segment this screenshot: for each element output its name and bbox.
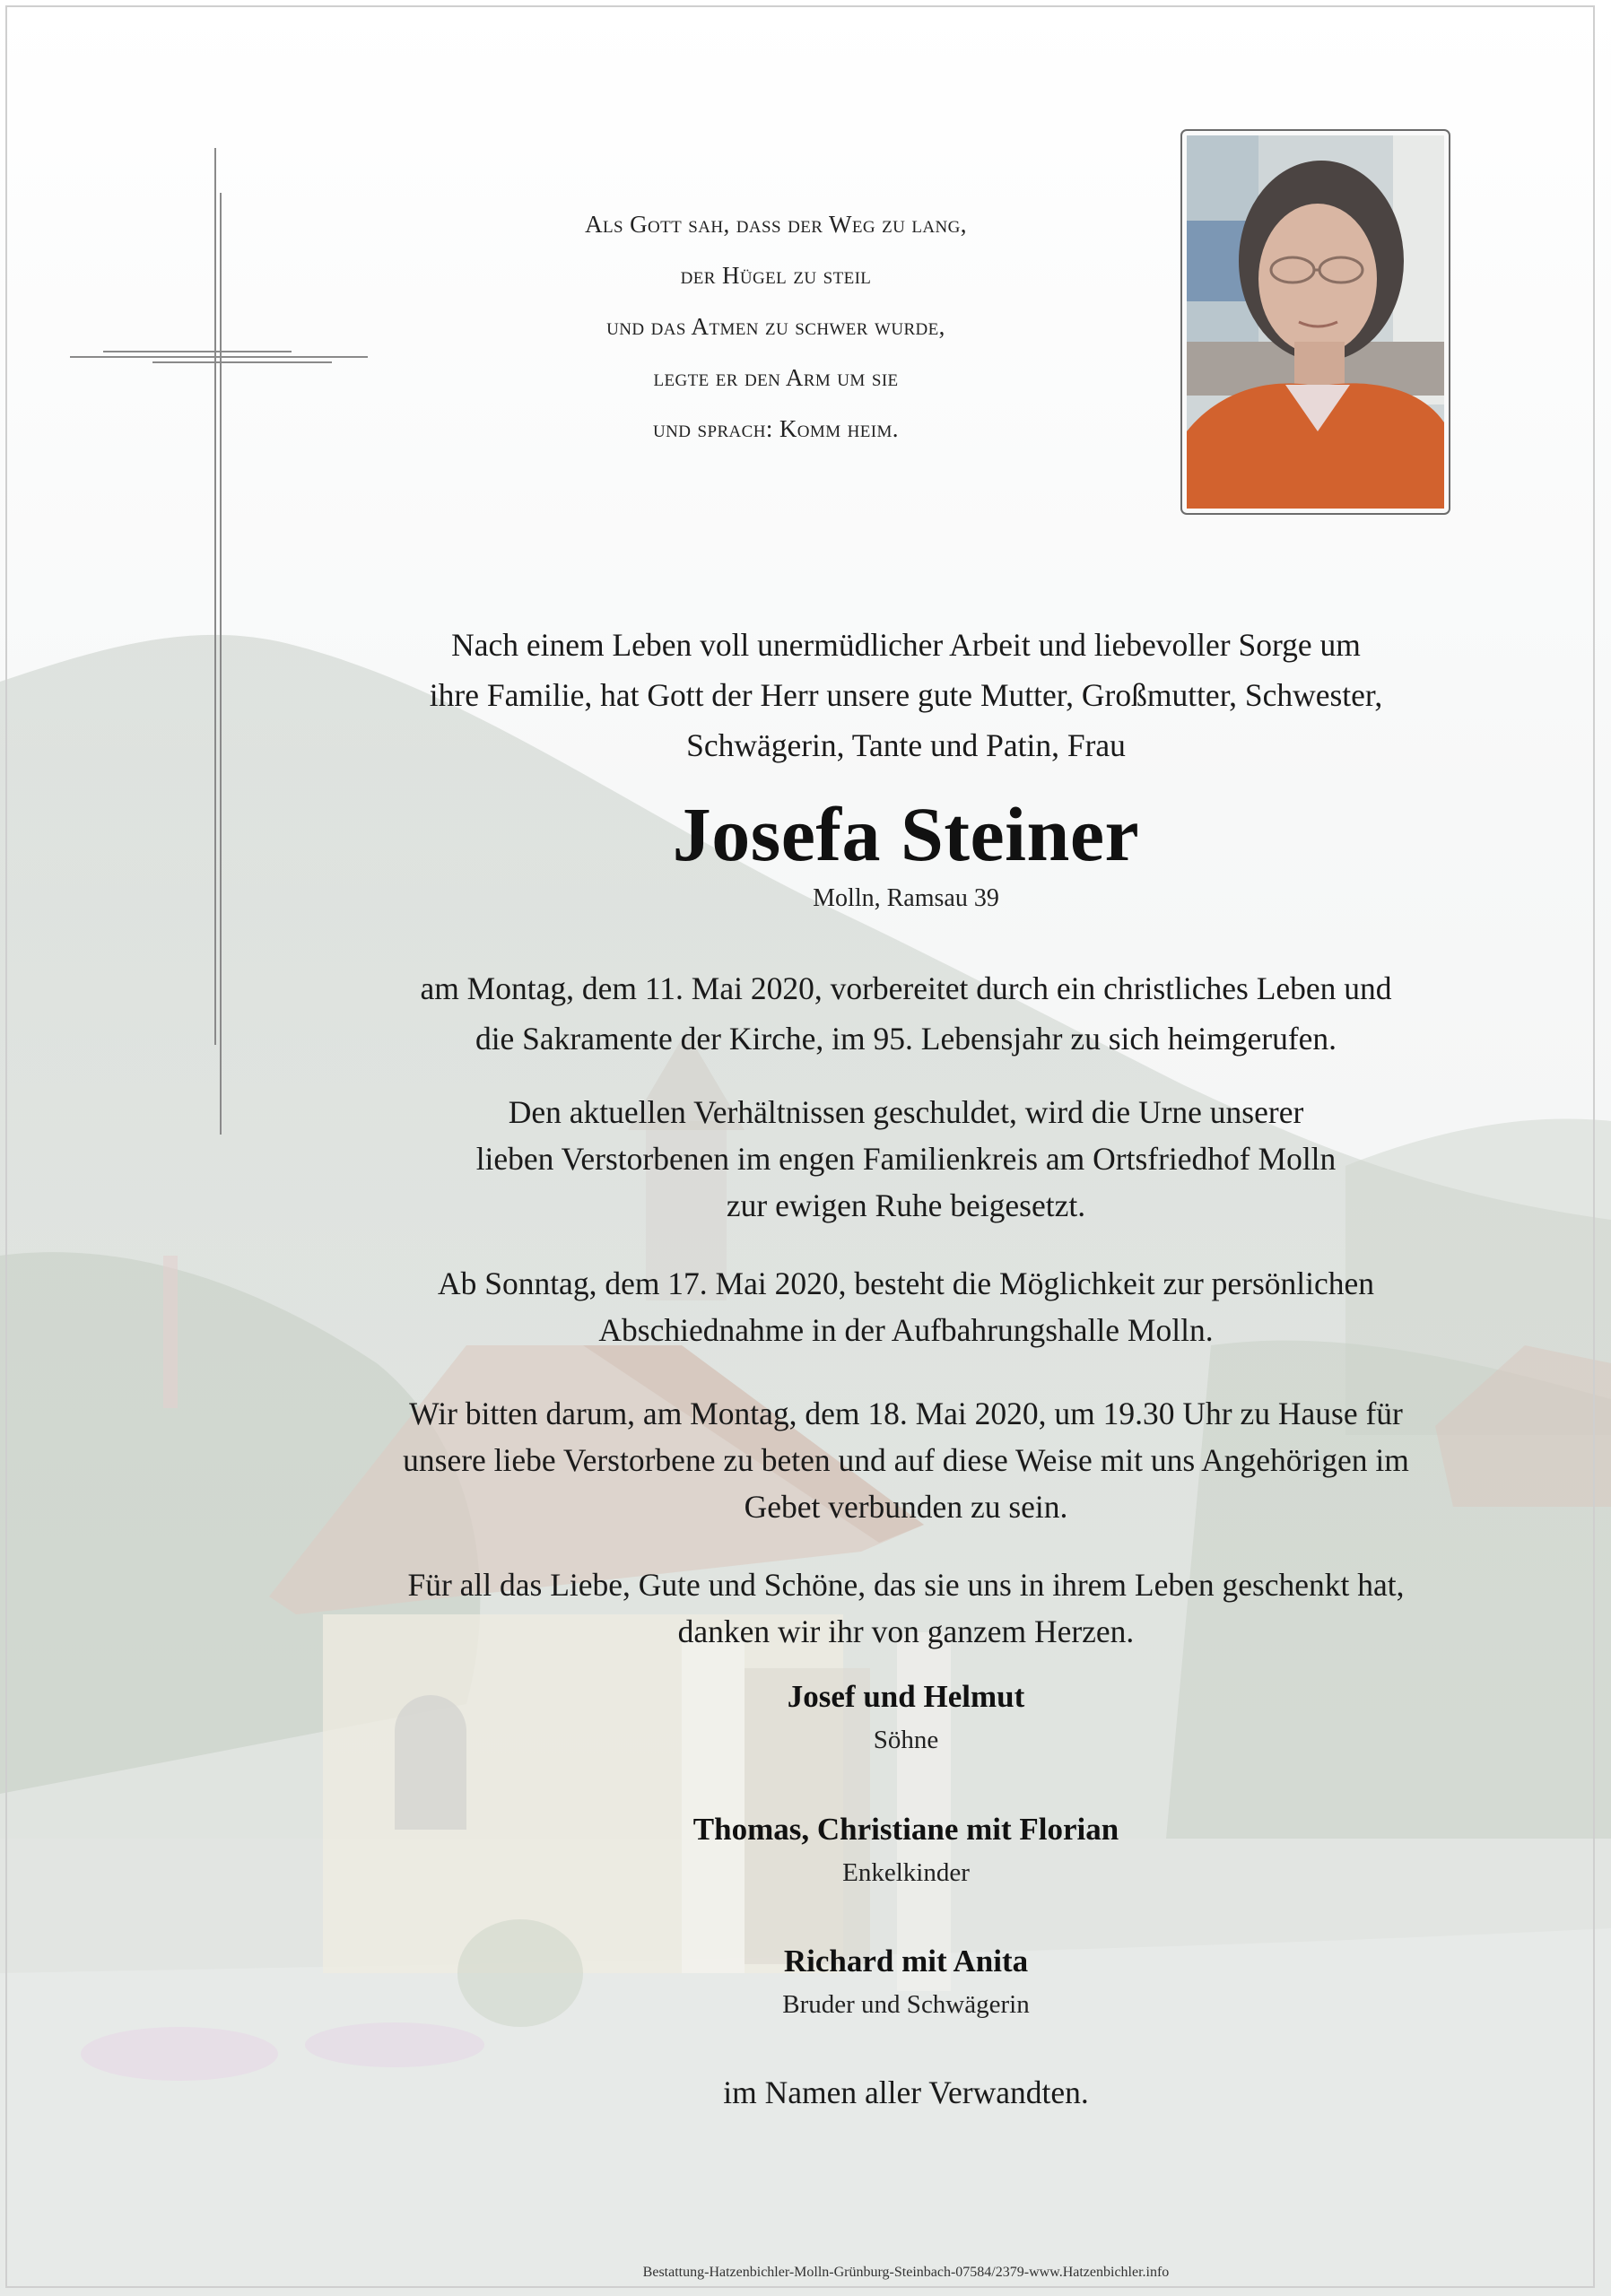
thanks-line: Für all das Liebe, Gute und Schöne, das sie uns in ihrem Leben geschenkt hat, [407,1567,1405,1603]
urn-line: lieben Verstorbenen im engen Familienkreis am Ortsfriedhof Molln [475,1141,1337,1177]
viewing-line: Ab Sonntag, dem 17. Mai 2020, besteht die Möglichkeit zur persönlichen [437,1265,1375,1301]
family-names: Josef und Helmut [787,1679,1025,1714]
prayer-line: unsere liebe Verstorbene zu beten und auf diese Weise mit uns Angehörigen im [403,1442,1409,1478]
closing-line: im Namen aller Verwandten. [723,2074,1089,2110]
intro-line: ihre Familie, hat Gott der Herr unsere gute Mutter, Großmutter, Schwester, [429,677,1383,713]
intro-line: Nach einem Leben voll unermüdlicher Arbeit und liebevoller Sorge um [451,627,1361,663]
death-line: am Montag, dem 11. Mai 2020, vorbereitet durch ein christliches Leben und [420,970,1392,1006]
urn-line: Den aktuellen Verhältnissen geschuldet, wird die Urne unserer [508,1094,1304,1130]
family-names: Richard mit Anita [783,1944,1029,1979]
poem-line: der Hügel zu steil [680,262,872,289]
footer-funeral-home: Bestattung-Hatzenbichler-Molln-Grünburg-Steinbach-07584/2379-www.Hatzenbichler.info [642,2265,1170,2280]
intro-line: Schwägerin, Tante und Patin, Frau [686,727,1126,763]
deceased-name: Josefa Steiner [672,791,1140,877]
viewing-line: Abschiednahme in der Aufbahrungshalle Molln. [598,1312,1214,1348]
page-border [5,5,1595,2288]
prayer-line: Wir bitten darum, am Montag, dem 18. Mai 2020, um 19.30 Uhr zu Hause für [409,1396,1403,1431]
family-relation: Enkelkinder [842,1858,970,1887]
deceased-address: Molln, Ramsau 39 [813,884,999,912]
thanks-line: danken wir ihr von ganzem Herzen. [677,1613,1135,1649]
family-relation: Söhne [873,1726,939,1754]
poem-line: und sprach: Komm heim. [653,415,899,442]
family-names: Thomas, Christiane mit Florian [692,1812,1119,1847]
poem-line: und das Atmen zu schwer wurde, [606,313,945,340]
urn-line: zur ewigen Ruhe beigesetzt. [726,1187,1086,1223]
poem-line: Als Gott sah, dass der Weg zu lang, [585,211,967,238]
prayer-line: Gebet verbunden zu sein. [744,1489,1068,1525]
death-line: die Sakramente der Kirche, im 95. Lebensjahr zu sich heimgerufen. [475,1021,1337,1057]
family-relation: Bruder und Schwägerin [782,1990,1030,2019]
poem-line: legte er den Arm um sie [653,364,899,391]
